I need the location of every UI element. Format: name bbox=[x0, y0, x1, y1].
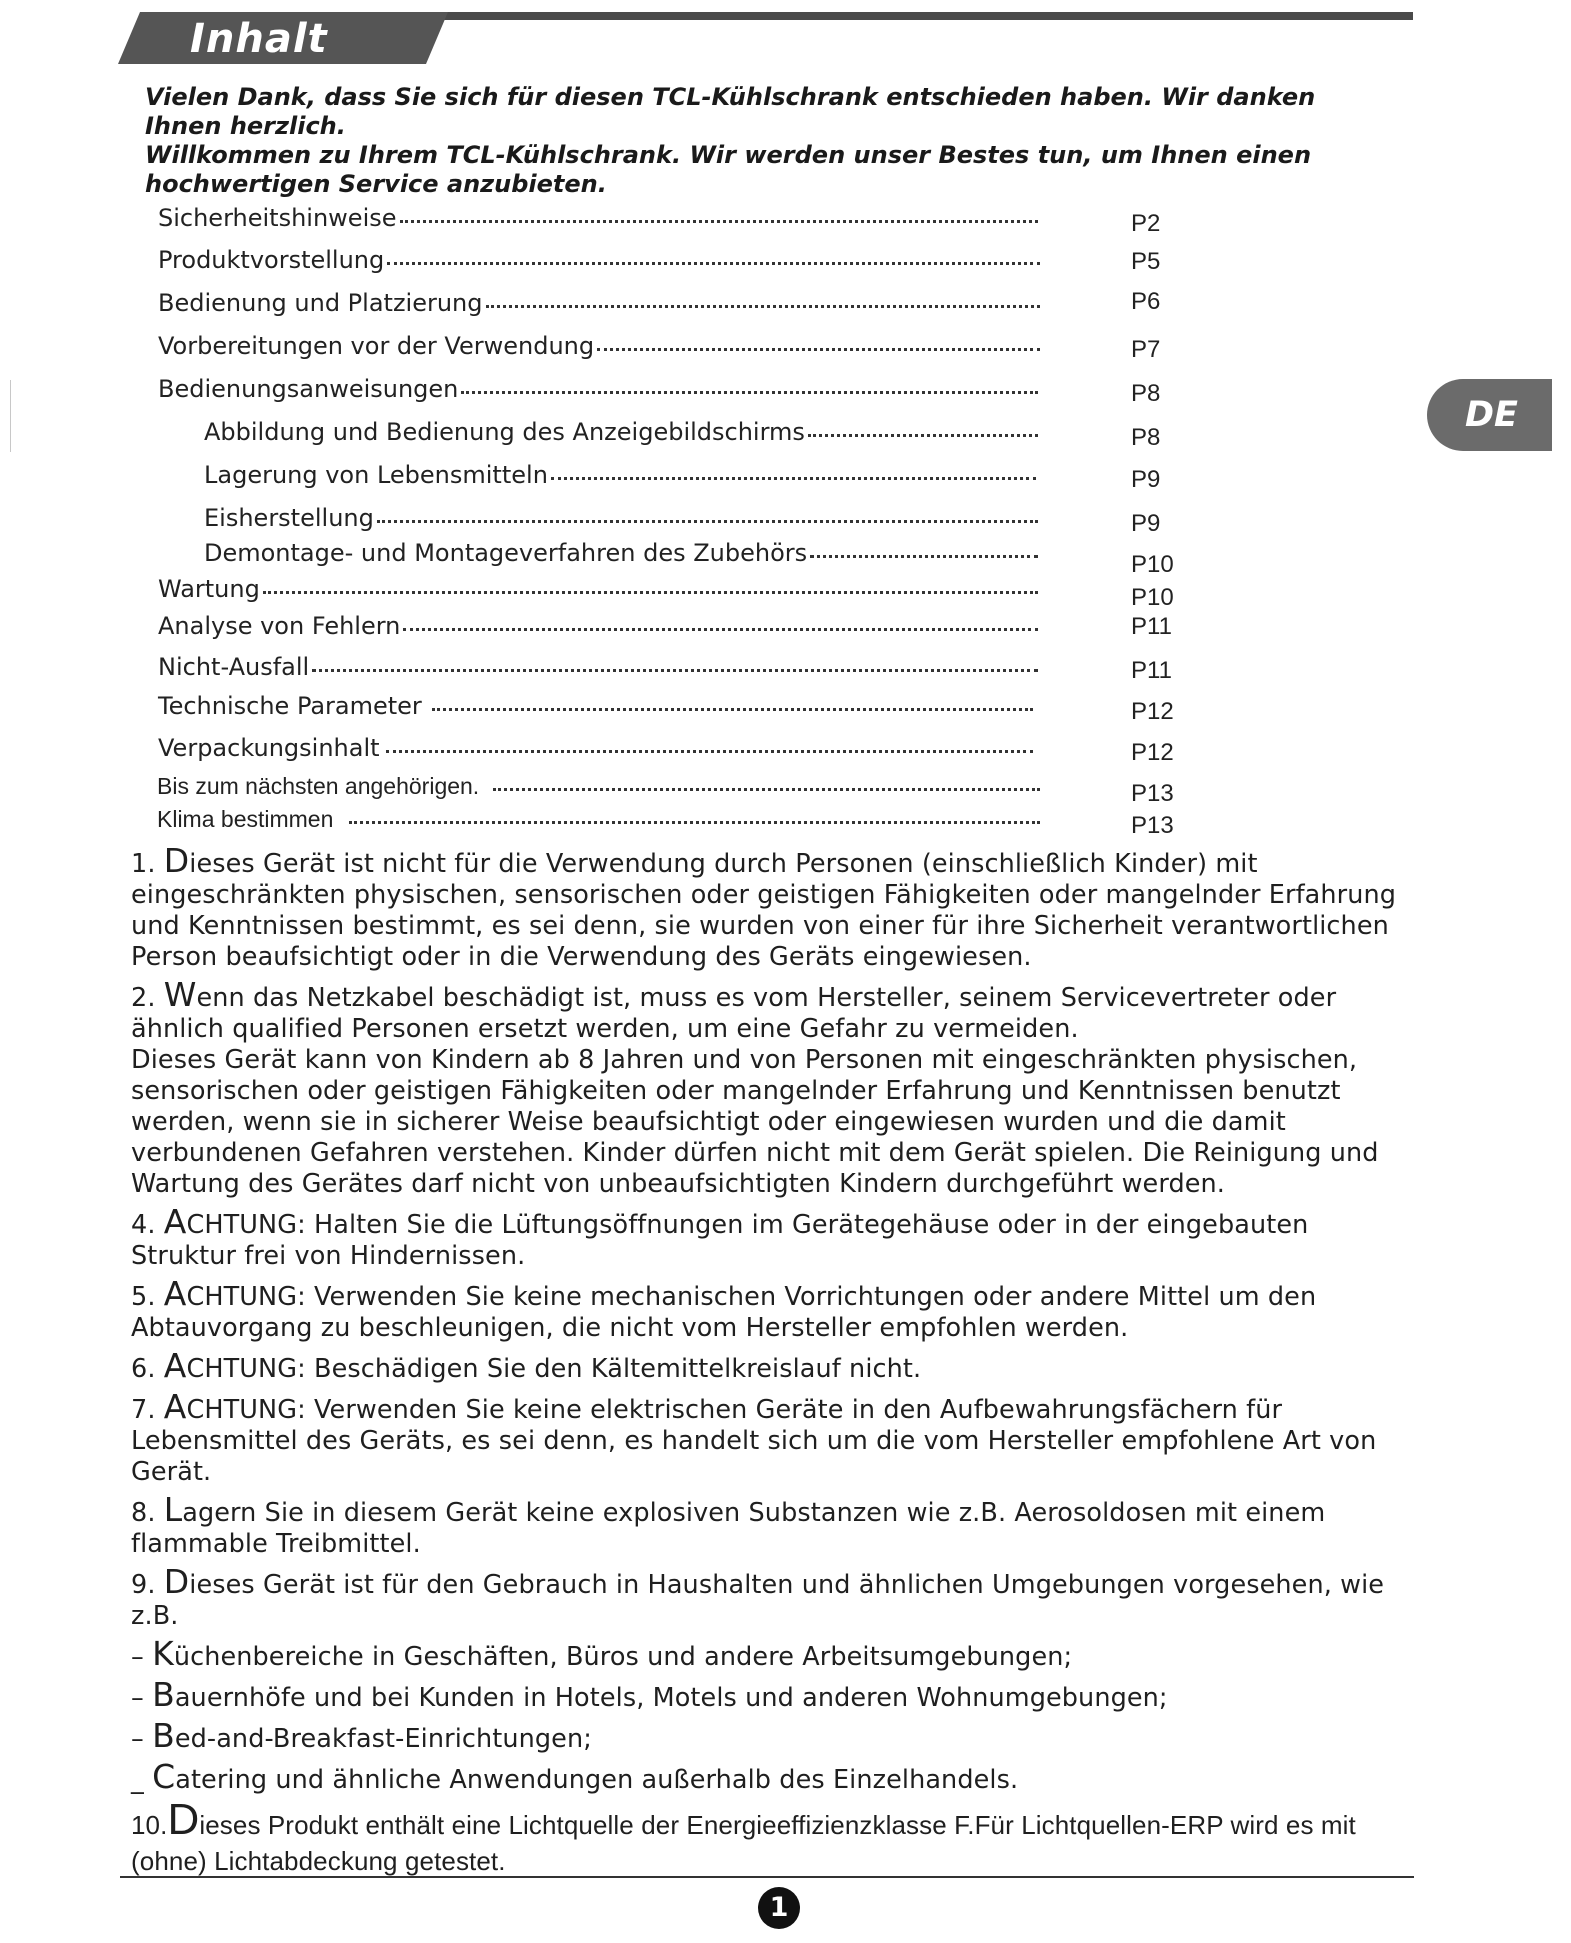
intro-thanks: Vielen Dank, dass Sie sich für diesen TCL-Kühlschrank entschieden haben. Wir danken Ihnen herzlich. bbox=[145, 83, 1316, 140]
paragraph: 5. ACHTUNG: Verwenden Sie keine mechanischen Vorrichtungen oder andere Mittel um den Abtauvorgang zu beschleunigen, die nicht vom Hersteller empfohlen werden. bbox=[131, 1274, 1317, 1343]
toc-entry bbox=[158, 647, 1038, 681]
paragraph: 10.Dieses Produkt enthält eine Lichtquelle der Energieeffizienzklasse F.Für Lichtquellen-ERP wird es mit (ohne) Lichtabdeckung getestet. bbox=[131, 1795, 1356, 1876]
paragraph: 4. ACHTUNG: Halten Sie die Lüftungsöffnungen im Gerätegehäuse oder in der eingebauten Struktur frei von Hindernissen. bbox=[131, 1202, 1309, 1271]
toc-leader bbox=[461, 391, 1038, 394]
toc-leader bbox=[551, 477, 1036, 480]
toc-entry bbox=[158, 369, 1038, 403]
paragraph: 8. Lagern Sie in diesem Gerät keine explosiven Substanzen wie z.B. Aerosoldosen mit einem flammable Treibmittel. bbox=[131, 1490, 1326, 1559]
toc-page: P12 bbox=[1131, 698, 1174, 725]
list-item: – Küchenbereiche in Geschäften, Büros und andere Arbeitsumgebungen; bbox=[131, 1634, 1073, 1673]
toc-entry bbox=[204, 533, 1038, 567]
toc-leader bbox=[597, 348, 1040, 351]
toc-page: P9 bbox=[1131, 510, 1161, 537]
toc-label: Analyse von Fehlern bbox=[158, 612, 401, 640]
toc-leader bbox=[263, 591, 1038, 594]
toc-leader bbox=[377, 520, 1038, 523]
toc-leader bbox=[403, 628, 1038, 631]
toc-label: Lagerung von Lebensmitteln bbox=[204, 461, 548, 489]
toc-leader bbox=[810, 555, 1038, 558]
toc-label: Wartung bbox=[158, 575, 260, 603]
toc-label: Klima bestimmen bbox=[157, 806, 334, 832]
toc-page: P7 bbox=[1131, 336, 1161, 363]
toc-label: Bis zum nächsten angehörigen. bbox=[157, 773, 480, 799]
toc-entry bbox=[158, 240, 1040, 274]
toc-entry bbox=[204, 412, 1038, 446]
toc-leader bbox=[432, 708, 1033, 711]
toc-leader bbox=[486, 305, 1041, 308]
toc-label: Bedienung und Platzierung bbox=[158, 289, 483, 317]
toc-leader bbox=[312, 669, 1038, 672]
toc-leader bbox=[400, 220, 1039, 223]
toc-page: P9 bbox=[1131, 466, 1161, 493]
toc-entry bbox=[158, 569, 1038, 603]
page-title: Inhalt bbox=[190, 16, 328, 62]
toc-label: Demontage- und Montageverfahren des Zubehörs bbox=[204, 539, 808, 567]
toc-page: P2 bbox=[1131, 210, 1161, 237]
language-tab bbox=[1427, 379, 1552, 451]
toc-page: P8 bbox=[1131, 424, 1161, 451]
toc-entry bbox=[157, 799, 1040, 833]
list-item: – Bed-and-Breakfast-Einrichtungen; bbox=[131, 1716, 592, 1755]
toc-entry bbox=[158, 606, 1038, 640]
toc-leader bbox=[386, 750, 1033, 753]
toc-page: P13 bbox=[1131, 812, 1174, 839]
paragraph: 2. Wenn das Netzkabel beschädigt ist, muss es vom Hersteller, seinem Servicevertreter oder ähnlich qualified Personen ersetzt werden, um eine Gefahr zu vermeiden. bbox=[131, 975, 1337, 1044]
toc-page: P6 bbox=[1131, 288, 1161, 315]
toc-label: Abbildung und Bedienung des Anzeigebildschirms bbox=[204, 418, 805, 446]
toc-label: Vorbereitungen vor der Verwendung bbox=[158, 332, 595, 360]
toc-label: Nicht-Ausfall bbox=[158, 653, 310, 681]
toc-label: Sicherheitshinweise bbox=[158, 204, 397, 232]
language-label: DE bbox=[1465, 395, 1518, 435]
toc-leader bbox=[349, 821, 1040, 824]
toc-page: P10 bbox=[1131, 584, 1174, 611]
page-number: 1 bbox=[758, 1887, 800, 1929]
toc-page: P8 bbox=[1131, 380, 1161, 407]
toc-page: P13 bbox=[1131, 780, 1174, 807]
toc-entry bbox=[204, 498, 1038, 532]
toc-page: P11 bbox=[1131, 613, 1172, 640]
toc-leader bbox=[387, 262, 1040, 265]
list-item: – Bauernhöfe und bei Kunden in Hotels, Motels und anderen Wohnumgebungen; bbox=[131, 1675, 1168, 1714]
paragraph: Dieses Gerät kann von Kindern ab 8 Jahren und von Personen mit eingeschränkten physischen, sensorischen oder geistigen Fähigkeiten oder mangelnder Erfahrung und Kenntnissen benutzt werden, wenn sie in sicherer Weise beaufsichtigt oder eingewiesen wurden und die damit verbundenen Gefahren verstehen. Kinder dürfen nicht mit dem Gerät spielen. Die Reinigung und Wartung des Gerätes darf nicht von unbeaufsichtigten Kindern durchgeführt werden. bbox=[131, 1045, 1379, 1199]
toc-page: P5 bbox=[1131, 248, 1161, 275]
toc-entry bbox=[204, 455, 1036, 489]
intro bbox=[145, 83, 1385, 199]
toc-entry bbox=[158, 728, 1033, 762]
toc-entry bbox=[157, 766, 1040, 800]
paragraph: 1. Dieses Gerät ist nicht für die Verwendung durch Personen (einschließlich Kinder) mit eingeschränkten physischen, sensorischen oder geistigen Fähigkeiten oder mangelnder Erfahrung und Kenntnissen bestimmt, es sei denn, sie wurden von einer für ihre Sicherheit verantwortlichen Person beaufsichtigt oder in die Verwendung des Geräts eingewiesen. bbox=[131, 841, 1397, 972]
footer-rule bbox=[120, 1876, 1414, 1878]
header-rule bbox=[430, 12, 1413, 20]
toc-label: Bedienungsanweisungen bbox=[158, 375, 459, 403]
paragraph: 6. ACHTUNG: Beschädigen Sie den Kältemittelkreislauf nicht. bbox=[131, 1346, 922, 1385]
safety-instructions bbox=[131, 841, 1416, 1885]
toc-label: Produktvorstellung bbox=[158, 246, 385, 274]
toc-page: P12 bbox=[1131, 739, 1174, 766]
toc-leader bbox=[493, 788, 1040, 791]
intro-welcome: Willkommen zu Ihrem TCL-Kühlschrank. Wir werden unser Bestes tun, um Ihnen einen hochwertigen Service anzubieten. bbox=[145, 141, 1312, 198]
title-tab bbox=[118, 12, 448, 64]
toc-page: P10 bbox=[1131, 551, 1174, 578]
toc-entry bbox=[158, 326, 1040, 360]
toc-leader bbox=[808, 434, 1038, 437]
toc-entry bbox=[158, 283, 1040, 317]
toc-label: Eisherstellung bbox=[204, 504, 374, 532]
toc-entry bbox=[158, 686, 1033, 720]
list-item: _ Catering und ähnliche Anwendungen außerhalb des Einzelhandels. bbox=[131, 1757, 1019, 1796]
toc-entry bbox=[158, 198, 1038, 232]
toc-page: P11 bbox=[1131, 657, 1172, 684]
margin-rule bbox=[10, 380, 11, 452]
paragraph: 9. Dieses Gerät ist für den Gebrauch in Haushalten und ähnlichen Umgebungen vorgesehen, wie z.B. bbox=[131, 1562, 1385, 1631]
toc-label: Verpackungsinhalt bbox=[158, 734, 380, 762]
toc-label: Technische Parameter bbox=[158, 692, 422, 720]
paragraph: 7. ACHTUNG: Verwenden Sie keine elektrischen Geräte in den Aufbewahrungsfächern für Lebensmittel des Geräts, es sei denn, es handelt sich um die vom Hersteller empfohlene Art von Gerät. bbox=[131, 1387, 1377, 1487]
